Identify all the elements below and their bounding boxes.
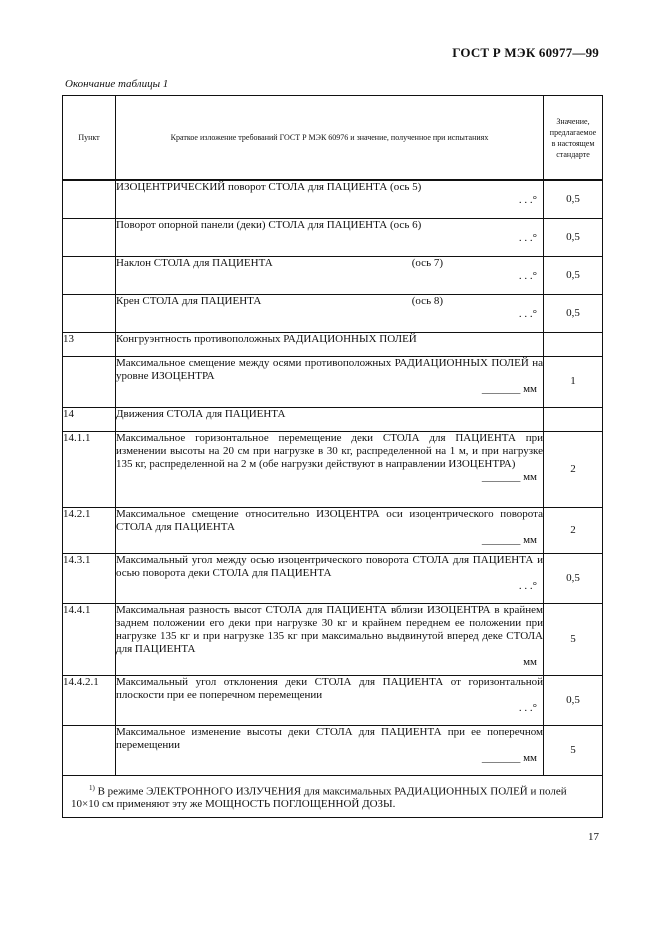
- row-item: [63, 294, 116, 332]
- row-text-cell: [116, 553, 544, 603]
- row-value: 0,5: [544, 294, 603, 332]
- column-header-item: Пункт: [63, 96, 116, 181]
- table-row: [63, 332, 603, 356]
- footnote-row: [63, 775, 603, 818]
- row-value: [544, 332, 603, 356]
- row-value: 0,5: [544, 553, 603, 603]
- row-text: Поворот опорной панели (деки) СТОЛА для ПАЦИЕНТА (ось 6): [116, 218, 422, 231]
- row-axis: (ось 8): [411, 294, 443, 307]
- table-caption: Окончание таблицы 1: [65, 78, 169, 90]
- row-unit: мм: [523, 655, 537, 668]
- row-text-cell: [116, 725, 544, 775]
- row-text: Максимальное изменение высоты деки СТОЛА для ПАЦИЕНТА при ее поперечном перемещении: [116, 725, 543, 751]
- table-row: [63, 675, 603, 725]
- table-row: [63, 294, 603, 332]
- row-value: 1: [544, 356, 603, 407]
- row-text: Максимальный угол между осью изоцентрического поворота СТОЛА для ПАЦИЕНТА и осью поворота деки СТОЛА для ПАЦИЕНТА: [116, 553, 543, 579]
- table-row: [63, 356, 603, 407]
- row-item: [63, 256, 116, 294]
- row-unit: . . .°: [518, 194, 537, 206]
- footnote-mark: 1): [89, 783, 95, 792]
- row-value: 0,5: [544, 218, 603, 256]
- row-text-cell: [116, 507, 544, 553]
- table-row: [63, 407, 603, 431]
- row-item: 14.4.2.1: [63, 675, 116, 725]
- row-text-cell: [116, 603, 544, 675]
- table-row: [63, 553, 603, 603]
- row-text-cell: [116, 356, 544, 407]
- row-text: Конгруэнтность противоположных РАДИАЦИОННЫХ ПОЛЕЙ: [116, 332, 544, 356]
- row-text-cell: [116, 218, 544, 256]
- table-row: [63, 180, 603, 218]
- row-value: 5: [544, 603, 603, 675]
- table-header-row: [63, 96, 603, 181]
- table-row: [63, 725, 603, 775]
- row-text: Максимальное горизонтальное перемещение деки СТОЛА для ПАЦИЕНТА при изменении высоты на 20 см при нагрузке в 30 кг, распределенной на 1 м, и при нагрузке 135 кг, распределенной на 2 м (обе нагрузки действуют в направлении ИЗОЦЕНТРА): [116, 431, 543, 470]
- row-text: Максимальное смещение между осями противоположных РАДИАЦИОННЫХ ПОЛЕЙ на уровне ИЗОЦЕНТРА: [116, 356, 543, 382]
- table-row: [63, 256, 603, 294]
- row-unit: _______ мм: [481, 470, 537, 483]
- row-text: Крен СТОЛА для ПАЦИЕНТА: [116, 294, 262, 307]
- row-text: Наклон СТОЛА для ПАЦИЕНТА: [116, 256, 273, 269]
- row-text: Максимальное смещение относительно ИЗОЦЕНТРА оси изоцентрического поворота СТОЛА для ПАЦИЕНТА: [116, 507, 543, 533]
- row-unit: . . .°: [518, 269, 537, 282]
- row-text-cell: [116, 256, 544, 294]
- footnote: [63, 775, 603, 818]
- column-header-value: Значение, предлагаемое в настоящем стандарте: [544, 96, 603, 181]
- row-unit: _______ мм: [481, 751, 537, 764]
- table-row: [63, 431, 603, 507]
- row-item: 14.3.1: [63, 553, 116, 603]
- row-unit: _______ мм: [481, 533, 537, 546]
- row-unit: . . .°: [518, 701, 537, 714]
- row-value: 2: [544, 431, 603, 507]
- row-item: 14.2.1: [63, 507, 116, 553]
- column-header-summary: Краткое изложение требований ГОСТ Р МЭК 60976 и значение, полученное при испытаниях: [116, 96, 544, 181]
- page-number: 17: [588, 831, 599, 843]
- row-unit: . . .°: [518, 231, 537, 244]
- row-item: [63, 356, 116, 407]
- row-item: [63, 725, 116, 775]
- row-text: Максимальная разность высот СТОЛА для ПАЦИЕНТА вблизи ИЗОЦЕНТРА в крайнем заднем положении его деки при нагрузке 30 кг и крайнем переднем ее положении при нагрузке 135 кг и при нагрузке 135 кг при максимально выдвинутой вперед деке СТОЛА для ПАЦИЕНТА: [116, 603, 543, 655]
- footnote-text: В режиме ЭЛЕКТРОННОГО ИЗЛУЧЕНИЯ для максимальных РАДИАЦИОННЫХ ПОЛЕЙ и полей 10×10 см применяют эту же МОЩНОСТЬ ПОГЛОЩЕННОЙ ДОЗЫ.: [71, 785, 567, 811]
- document-header: ГОСТ Р МЭК 60977—99: [452, 45, 599, 60]
- table-row: [63, 218, 603, 256]
- row-item: 14: [63, 407, 116, 431]
- row-text-cell: [116, 180, 544, 218]
- row-value: 0,5: [544, 256, 603, 294]
- row-value: 0,5: [544, 180, 603, 218]
- row-text-cell: [116, 675, 544, 725]
- row-value: 2: [544, 507, 603, 553]
- row-unit: . . .°: [518, 307, 537, 320]
- row-item: 14.1.1: [63, 431, 116, 507]
- row-item: 13: [63, 332, 116, 356]
- row-text-cell: [116, 431, 544, 507]
- row-item: 14.4.1: [63, 603, 116, 675]
- row-value: [544, 407, 603, 431]
- row-unit: . . .°: [518, 579, 537, 592]
- requirements-table: [62, 95, 603, 818]
- row-text-cell: [116, 294, 544, 332]
- row-unit: _______ мм: [481, 382, 537, 395]
- row-axis: (ось 7): [411, 256, 443, 269]
- row-value: 0,5: [544, 675, 603, 725]
- row-text: Движения СТОЛА для ПАЦИЕНТА: [116, 407, 544, 431]
- row-value: 5: [544, 725, 603, 775]
- table-row: [63, 507, 603, 553]
- row-text: Максимальный угол отклонения деки СТОЛА для ПАЦИЕНТА от горизонтальной плоскости при ее поперечном перемещении: [116, 675, 543, 701]
- row-item: [63, 218, 116, 256]
- table-row: [63, 603, 603, 675]
- row-text: ИЗОЦЕНТРИЧЕСКИЙ поворот СТОЛА для ПАЦИЕНТА (ось 5): [116, 181, 422, 193]
- row-item: [63, 180, 116, 218]
